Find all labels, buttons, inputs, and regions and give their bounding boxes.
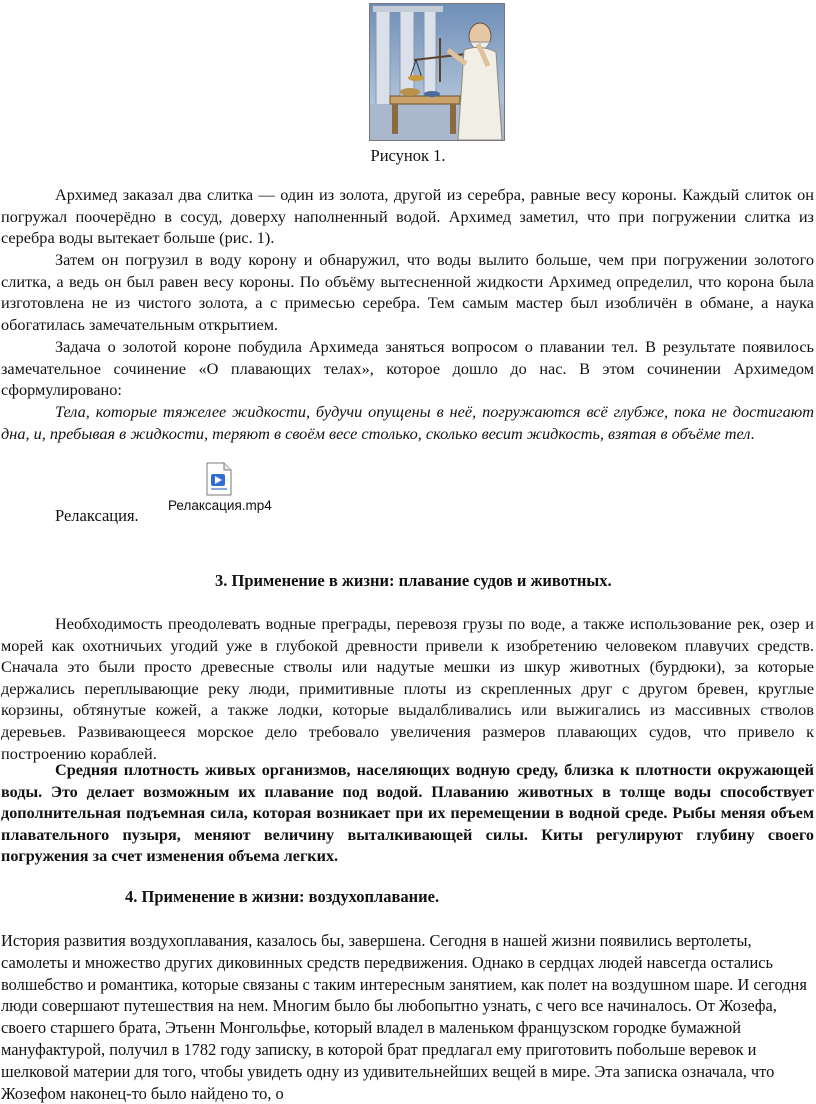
paragraph-archimedes-ingots: Архимед заказал два слитка — один из золота, другой из серебра, равные весу короны. Каждый слиток он погружал поочерёдно в сосуд, доверху наполненный водой. Архимед заметил, что при погружении слитка из серебра воды вытекает больше (рис. 1).	[1, 185, 814, 248]
video-file-name[interactable]: Релаксация.mp4	[168, 498, 272, 513]
archimedes-law-quote: Тела, которые тяжелее жидкости, будучи опущены в неё, погружаются всё глубже, пока не достигают дна, и, пребывая в жидкости, теряют в своём весе столько, сколько весит жидкость, взятая в объёме тел	[1, 402, 814, 443]
paragraph-aeronautics-history: История развития воздухоплавания, казалось бы, завершена. Сегодня в нашей жизни появились вертолеты, самолеты и множество других диковинных средств передвижения. Однако в сердцах людей навсегда остались волшебство и романтика, которые связаны с таким интересным занятием, как полет на воздушном шаре. И сегодня люди совершают путешествия на нем. Многим было бы любопытно узнать, с чего все начиналось. От Жозефа, своего старшего брата, Этьенн Монгольфье, который владел в маленьком французском городке бумажной мануфактурой, получил в 1782 году записку, в которой брат предлагал ему приготовить побольше веревок и шелковой материи для того, чтобы увидеть одну из удивительнейших вещей в мире. Эта записка означала, что Жозефом наконец-то было найдено то, о	[1, 931, 807, 1103]
figure-caption: Рисунок 1.	[370, 146, 446, 165]
archimedes-illustration	[369, 3, 505, 141]
paragraph-crown-test: Затем он погрузил в воду корону и обнаружил, что воды вылито больше, чем при погружении золотого слитка, а ведь он был равен весу короны. По объёму вытесненной жидкости Архимед определил, что корона была изготовлена не из чистого золота, а с примесью серебра. Тем самым мастер был изобличён в обмане, а наука обогатилась замечательным открытием.	[1, 250, 814, 334]
paragraph-floating-bodies: Задача о золотой короне побудила Архимеда заняться вопросом о плавании тел. В результате появилось замечательное сочинение «О плавающих телах», которое дошло до нас. В этом сочинении Архимедом сформулировано:	[1, 337, 814, 400]
paragraph-animal-swimming: Средняя плотность живых организмов, населяющих водную среду, близка к плотности окружающей воды. Это делает возможным их плавание под водой. Плаванию животных в толще воды способствует дополнительная подъемная сила, которая возникает при их перемещении в водной среде. Рыбы меняя объем плавательного пузыря, меняют величину выталкивающей силы. Киты регулируют глубину своего погружения за счет изменения объема легких.	[1, 761, 814, 866]
video-file-icon	[205, 462, 233, 496]
paragraph-archimedes-law	[1, 401, 814, 444]
section-heading-ships: 3. Применение в жизни: плавание судов и животных.	[215, 571, 612, 590]
paragraph-watercraft-history: Необходимость преодолевать водные преграды, перевозя грузы по воде, а также использование рек, озер и морей как охотничьих угодий уже в глубокой древности привели к изобретению человеком плавучих средств. Сначала это были просто древесные стволы или надутые мешки из шкур животных (бурдюки), за которые держались переплывающие реку люди, примитивные плоты из скрепленных друг с другом бревен, круглые корзины, обтянутые кожей, а также лодки, которые выдалбливались или выжигались из массивных стволов деревьев. Развивающееся морское дело требовало увеличения размеров плавающих судов, что привело к построению кораблей.	[1, 614, 814, 763]
archimedes-drawing	[370, 4, 504, 140]
archimedes-law-period: .	[750, 423, 755, 443]
video-attachment[interactable]	[168, 462, 280, 520]
section-heading-aeronautics: 4. Применение в жизни: воздухоплавание.	[125, 887, 440, 906]
relaxation-label: Релаксация.	[55, 506, 139, 525]
